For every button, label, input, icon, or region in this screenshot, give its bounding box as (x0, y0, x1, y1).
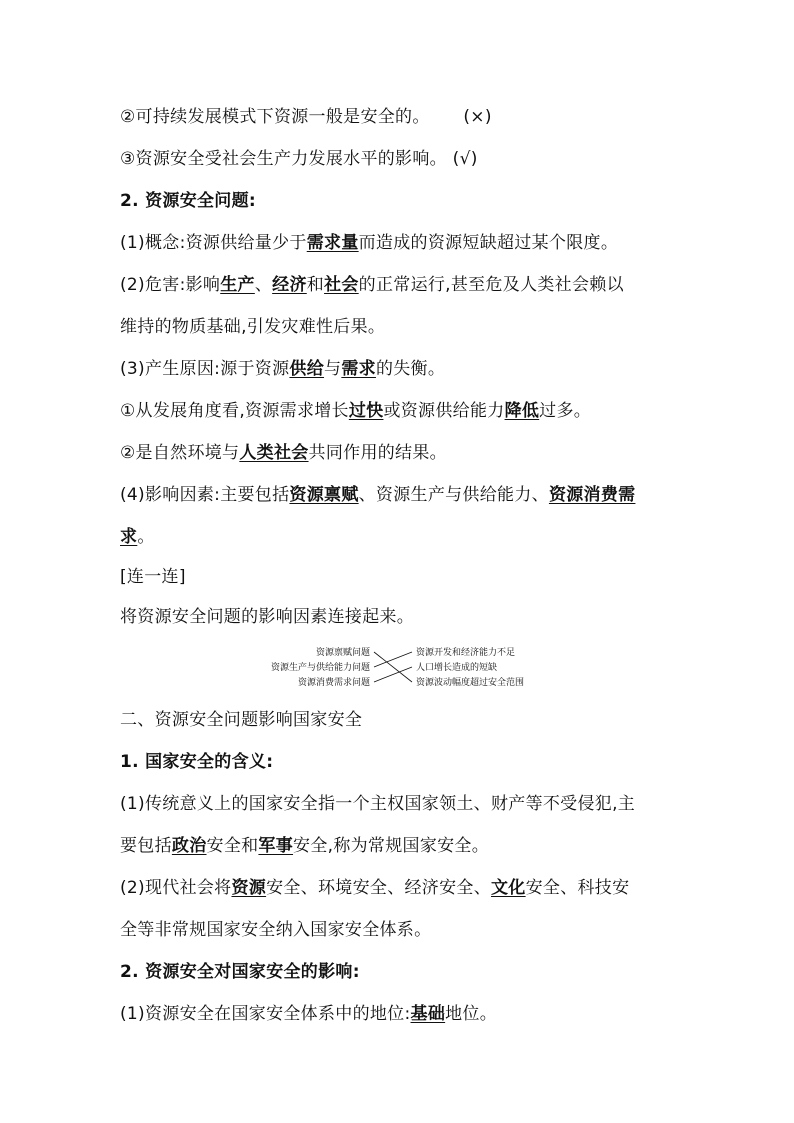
factor-line (120, 483, 680, 507)
modern-text-e: 安全、科技安 (525, 878, 630, 898)
judgement-2-mark: (×) (463, 107, 492, 127)
cause-text-e: 的失衡。 (375, 359, 446, 379)
factor-line-2-end: 。 (137, 527, 155, 547)
cause-sub-1 (120, 399, 680, 423)
answer-demand-2: 需求 (341, 359, 376, 379)
section-2-title: 二、资源安全问题影响国家安全 (120, 710, 363, 730)
heading-impact: 2. 资源安全对国家安全的影响: (120, 962, 360, 982)
answer-supply: 供给 (289, 359, 325, 379)
status-text-a: (1)资源安全在国家安全体系中的地位: (120, 1004, 411, 1024)
concept-text-c: 而造成的资源短缺超过某个限度。 (358, 233, 619, 253)
link-prompt: 将资源安全问题的影响因素连接起来。 (120, 607, 415, 627)
concept-line (120, 231, 680, 255)
concept-text-a: (1)概念:资源供给量少于 (120, 233, 307, 253)
traditional-text-a: 要包括 (120, 836, 172, 856)
answer-resource: 资源 (231, 878, 267, 898)
cause-sub-1-c: 或资源供给能力 (383, 401, 505, 421)
answer-culture: 文化 (491, 878, 526, 898)
answer-too-fast: 过快 (348, 401, 384, 421)
heading-national-security: 1. 国家安全的含义: (120, 752, 274, 772)
harm-text-c: 、 (254, 275, 273, 295)
match-line-1 (374, 652, 412, 682)
cause-sub-2 (120, 441, 680, 465)
modern-line (120, 876, 680, 900)
traditional-text-c: 安全和 (206, 836, 259, 856)
answer-consumption-demand: 资源消费需 (548, 485, 636, 505)
right-item-3: 资源波动幅度超过安全范围 (416, 678, 525, 688)
answer-military: 军事 (258, 836, 294, 856)
heading-resource-security-problem: 2. 资源安全问题: (120, 191, 257, 211)
harm-line (120, 273, 680, 297)
right-item-1: 资源开发和经济能力不足 (416, 648, 516, 658)
cause-sub-1-a: ①从发展角度看,资源需求增长 (120, 401, 349, 421)
answer-decrease: 降低 (504, 401, 540, 421)
status-text-c: 地位。 (445, 1004, 498, 1024)
answer-demand: 需求量 (306, 233, 359, 253)
harm-line-2: 维持的物质基础,引发灾难性后果。 (120, 317, 386, 337)
factor-line-2 (120, 525, 680, 549)
answer-economy: 经济 (272, 275, 307, 295)
answer-endowment: 资源禀赋 (289, 485, 359, 505)
modern-line-2: 全等非常规国家安全纳入国家安全体系。 (120, 920, 432, 940)
answer-foundation: 基础 (410, 1004, 446, 1024)
modern-text-c: 安全、环境安全、经济安全、 (266, 878, 491, 898)
harm-text-e: 和 (306, 275, 325, 295)
right-item-2: 人口增长造成的短缺 (416, 663, 498, 673)
judgement-2-text: ②可持续发展模式下资源一般是安全的。 (120, 107, 430, 127)
factor-text-c: 、资源生产与供给能力、 (358, 485, 549, 505)
traditional-line: (1)传统意义上的国家安全指一个主权国家领土、财产等不受侵犯,主 (120, 794, 636, 814)
traditional-line-2 (120, 834, 680, 858)
cause-sub-2-c: 共同作用的结果。 (308, 443, 447, 463)
modern-text-a: (2)现代社会将 (120, 878, 232, 898)
judgement-2 (120, 105, 680, 129)
cause-sub-2-a: ②是自然环境与 (120, 443, 240, 463)
judgement-3-mark: (√) (452, 149, 478, 169)
harm-text-a: (2)危害:影响 (120, 275, 221, 295)
cause-sub-1-e: 过多。 (539, 401, 592, 421)
answer-politics: 政治 (171, 836, 207, 856)
left-item-3: 资源消费需求问题 (297, 678, 370, 688)
answer-production: 生产 (220, 275, 255, 295)
match-line-2 (374, 652, 412, 667)
traditional-text-e: 安全,称为常规国家安全。 (293, 836, 490, 856)
matching-diagram (250, 645, 550, 693)
status-line (120, 1002, 680, 1026)
answer-human-society: 人类社会 (239, 443, 309, 463)
factor-text-a: (4)影响因素:主要包括 (120, 485, 290, 505)
judgement-3-text: ③资源安全受社会生产力发展水平的影响。 (120, 149, 447, 169)
left-item-1: 资源禀赋问题 (315, 648, 370, 658)
judgement-3 (120, 147, 680, 171)
cause-text-a: (3)产生原因:源于资源 (120, 359, 290, 379)
left-item-2: 资源生产与供给能力问题 (270, 663, 370, 673)
answer-demand-end: 求 (120, 527, 138, 547)
link-title: [连一连] (120, 567, 186, 587)
match-line-3 (374, 667, 412, 682)
harm-text-g: 的正常运行,甚至危及人类社会赖以 (358, 275, 624, 295)
cause-line (120, 357, 680, 381)
answer-society: 社会 (324, 275, 359, 295)
cause-text-c: 与 (324, 359, 342, 379)
